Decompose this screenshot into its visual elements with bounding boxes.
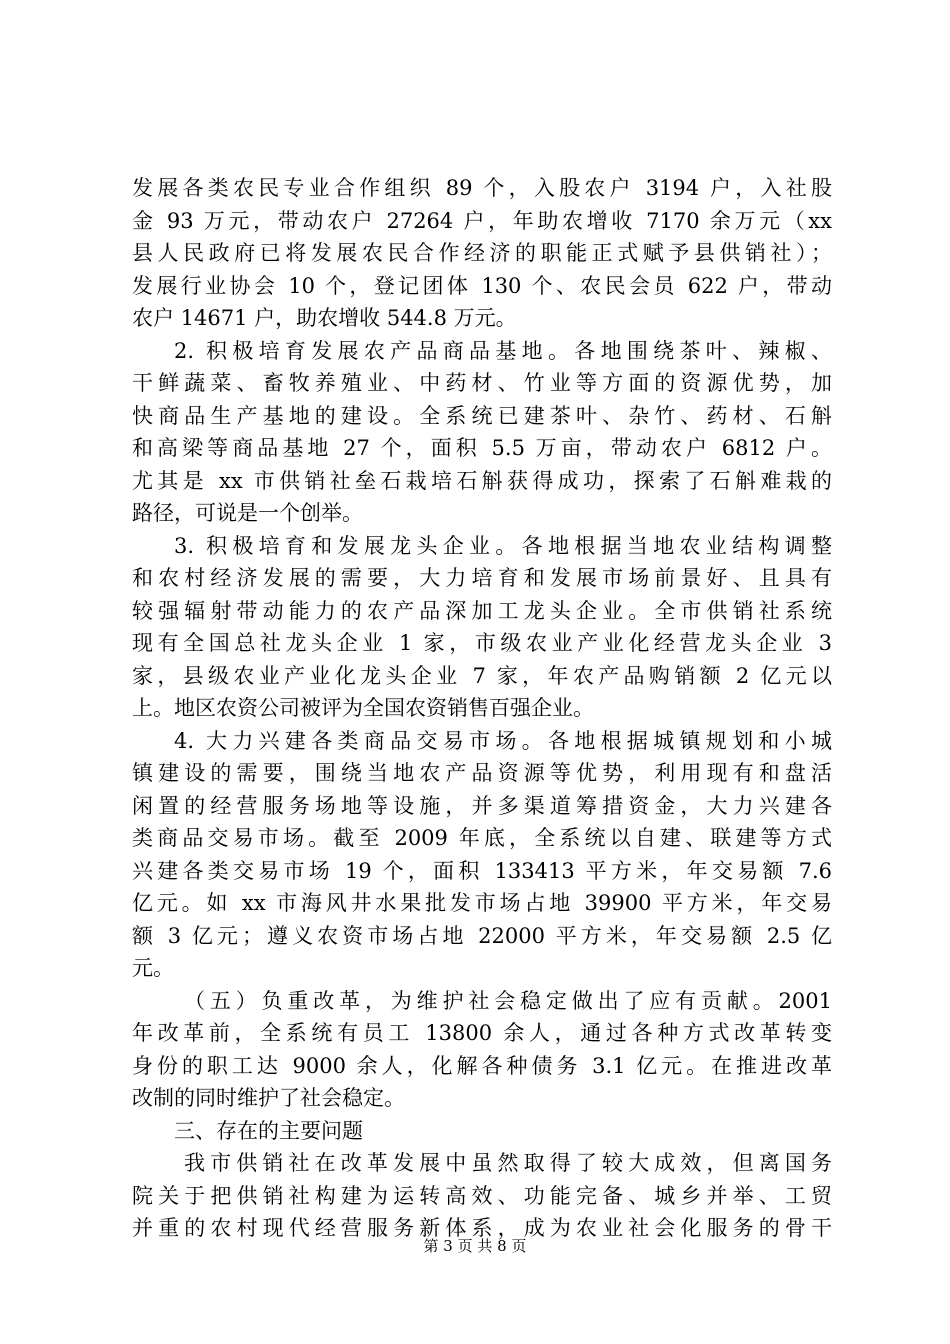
paragraph-line: 和农村经济发展的需要，大力培育和发展市场前景好、且具有 <box>132 566 832 590</box>
paragraph-line: 发展各类农民专业合作组织 89 个，入股农户 3194 户，入社股 <box>132 176 832 200</box>
paragraph-line: 家，县级农业产业化龙头企业 7 家，年农产品购销额 2 亿元以 <box>132 663 832 688</box>
paragraph-line: 农户 14671 户，助农增收 544.8 万元。 <box>132 306 517 330</box>
paragraph-line: 较强辐射带动能力的农产品深加工龙头企业。全市供销社系统 <box>132 598 832 623</box>
paragraph-line: 尤其是 xx 市供销社垒石栽培石斛获得成功，探索了石斛难栽的 <box>132 468 832 493</box>
paragraph-line: 发展行业协会 10 个，登记团体 130 个、农民会员 622 户，带动 <box>132 273 832 298</box>
document-body <box>132 172 832 1245</box>
paragraph-line: 和高梁等商品基地 27 个，面积 5.5 万亩，带动农户 6812 户。 <box>132 436 832 460</box>
paragraph-line: 额 3 亿元；遵义农资市场占地 22000 平方米，年交易额 2.5 亿 <box>132 923 832 948</box>
paragraph-line: 院关于把供销社构建为运转高效、功能完备、城乡并举、工贸 <box>132 1183 832 1208</box>
paragraph-line: 年改革前，全系统有员工 13800 余人，通过各种方式改革转变 <box>132 1021 832 1045</box>
paragraph-line: 闲置的经营服务场地等设施，并多渠道筹措资金，大力兴建各 <box>132 793 832 818</box>
paragraph-line: 我市供销社在改革发展中虽然取得了较大成效，但离国务 <box>184 1151 832 1175</box>
paragraph-line: 路径，可说是一个创举。 <box>132 501 363 525</box>
paragraph-line: 改制的同时维护了社会稳定。 <box>132 1086 405 1110</box>
paragraph-line: 现有全国总社龙头企业 1 家，市级农业产业化经营龙头企业 3 <box>132 631 832 655</box>
paragraph-line: 快商品生产基地的建设。全系统已建茶叶、杂竹、药材、石斛 <box>132 403 832 428</box>
paragraph-line: 干鲜蔬菜、畜牧养殖业、中药材、竹业等方面的资源优势，加 <box>132 371 832 395</box>
paragraph-line: 上。地区农资公司被评为全国农资销售百强企业。 <box>132 696 594 720</box>
section-heading: 三、存在的主要问题 <box>174 1118 363 1143</box>
paragraph-line: 2. 积极培育发展农产品商品基地。各地围绕茶叶、辣椒、 <box>174 338 832 363</box>
paragraph-line: 亿元。如 xx 市海风井水果批发市场占地 39900 平方米，年交易 <box>132 891 832 915</box>
paragraph-line: 镇建设的需要，围绕当地农产品资源等优势，利用现有和盘活 <box>132 761 832 785</box>
paragraph-line: 金 93 万元，带动农户 27264 户，年助农增收 7170 余万元（xx <box>132 208 832 233</box>
paragraph-line: 县人民政府已将发展农民合作经济的职能正式赋予县供销社）； <box>132 241 832 265</box>
paragraph-line: 4. 大力兴建各类商品交易市场。各地根据城镇规划和小城 <box>174 728 832 753</box>
paragraph-line: 元。 <box>132 956 174 980</box>
paragraph-line: （五）负重改革，为维护社会稳定做出了应有贡献。2001 <box>184 988 832 1013</box>
paragraph-line: 3. 积极培育和发展龙头企业。各地根据当地农业结构调整 <box>174 533 832 558</box>
page-number-footer: 第 3 页 共 8 页 <box>423 1237 527 1255</box>
paragraph-line: 并重的农村现代经营服务新体系，成为农业社会化服务的骨干 <box>132 1216 832 1240</box>
paragraph-line: 兴建各类交易市场 19 个，面积 133413 平方米，年交易额 7.6 <box>132 858 832 883</box>
paragraph-line: 类商品交易市场。截至 2009 年底，全系统以自建、联建等方式 <box>132 826 832 850</box>
paragraph-line: 身份的职工达 9000 余人，化解各种债务 3.1 亿元。在推进改革 <box>132 1053 832 1078</box>
